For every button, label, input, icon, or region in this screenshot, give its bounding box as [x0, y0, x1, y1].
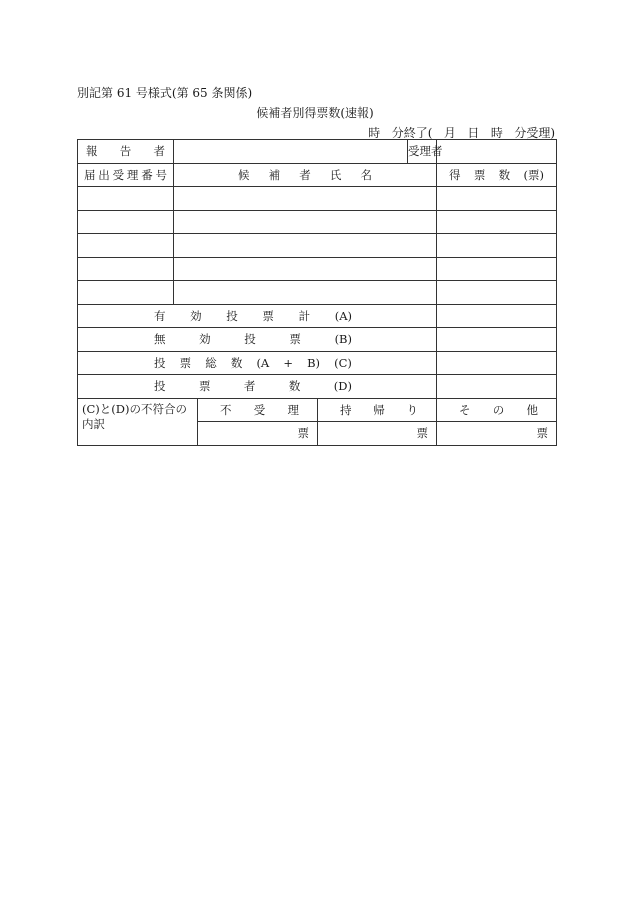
discrepancy-label: (C)と(D)の不符合の内訳: [78, 398, 198, 445]
not-received-header: 不 受 理: [198, 398, 318, 422]
notification-number-header: 届 出 受 理 番 号: [78, 163, 174, 187]
number-cell[interactable]: [78, 210, 174, 234]
valid-votes-label: 有 効 投 票 計 (A): [78, 304, 437, 328]
reporter-field[interactable]: [174, 140, 408, 164]
invalid-votes-label: 無 効 投 票 (B): [78, 328, 437, 352]
reporter-row: [78, 140, 557, 164]
receiver-field[interactable]: [437, 140, 557, 164]
candidate-row: [78, 257, 557, 281]
name-cell[interactable]: [174, 210, 437, 234]
form-title: 別記第 61 号様式(第 65 条関係): [77, 86, 253, 100]
total-votes-row: [78, 351, 557, 375]
candidate-row: [78, 187, 557, 211]
valid-votes-row: [78, 304, 557, 328]
number-cell[interactable]: [78, 281, 174, 305]
day-label: 日: [467, 126, 480, 140]
other-header: そ の 他: [437, 398, 557, 422]
not-received-value[interactable]: 票: [198, 422, 318, 446]
candidate-row: [78, 281, 557, 305]
document-title: 候補者別得票数(速報): [256, 106, 374, 120]
votes-cell[interactable]: [437, 257, 557, 281]
name-cell[interactable]: [174, 234, 437, 258]
voters-value[interactable]: [437, 375, 557, 399]
total-votes-value[interactable]: [437, 351, 557, 375]
invalid-votes-value[interactable]: [437, 328, 557, 352]
voters-label: 投 票 者 数 (D): [78, 375, 437, 399]
discrepancy-header-row: [78, 398, 557, 422]
candidate-row: [78, 210, 557, 234]
name-cell[interactable]: [174, 281, 437, 305]
number-cell[interactable]: [78, 234, 174, 258]
column-header-row: [78, 163, 557, 187]
reporter-label: 報 告 者: [78, 140, 174, 164]
voters-row: [78, 375, 557, 399]
total-votes-label: 投 票 総 数 (A + B) (C): [78, 351, 437, 375]
minute-received-label: 分受理): [514, 126, 555, 140]
candidate-name-header: 候 補 者 氏 名: [174, 163, 437, 187]
other-value[interactable]: 票: [437, 422, 557, 446]
number-cell[interactable]: [78, 257, 174, 281]
valid-votes-value[interactable]: [437, 304, 557, 328]
vote-count-table: [77, 139, 557, 446]
name-cell[interactable]: [174, 257, 437, 281]
votes-cell[interactable]: [437, 234, 557, 258]
receiver-label: 受理者: [408, 140, 437, 164]
number-cell[interactable]: [78, 187, 174, 211]
invalid-votes-row: [78, 328, 557, 352]
votes-header: 得 票 数 (票): [437, 163, 557, 187]
votes-cell[interactable]: [437, 210, 557, 234]
month-label: 月: [443, 126, 456, 140]
minute-end-label: 分終了(: [391, 126, 433, 140]
taken-home-value[interactable]: 票: [318, 422, 437, 446]
candidate-row: [78, 234, 557, 258]
votes-cell[interactable]: [437, 187, 557, 211]
hour-label: 時: [368, 126, 381, 140]
taken-home-header: 持 帰 り: [318, 398, 437, 422]
hour-received-label: 時: [490, 126, 503, 140]
votes-cell[interactable]: [437, 281, 557, 305]
name-cell[interactable]: [174, 187, 437, 211]
